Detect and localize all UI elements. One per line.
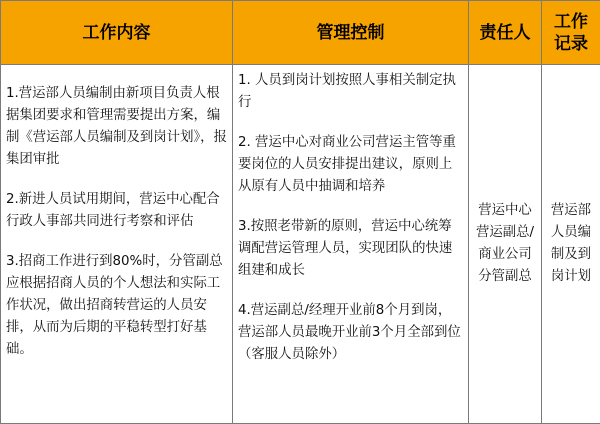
content-item-1: 1.营运部人员编制由新项目负责人根据集团要求和管理需要提出方案，编制《营运部人员编制及到岗计划》，报集团审批 — [6, 86, 227, 167]
management-control-cell — [233, 65, 469, 424]
work-record-cell — [542, 65, 600, 424]
body-row — [1, 65, 600, 424]
work-content-cell — [1, 65, 233, 424]
header-row — [1, 1, 600, 65]
content-item-3: 3.招商工作进行到80%时，分管副总应根据招商人员的个人想法和实际工作状况，做出招商转营运的人员安排，从而为后期的平稳转型打好基础。 — [6, 254, 223, 357]
control-item-4: 4.营运副总/经理开业前8个月到岗，营运部人员最晚开业前3个月全部到位（客服人员除外） — [238, 303, 461, 362]
header-responsible-person: 责任人 — [469, 1, 542, 65]
control-item-2: 2. 营运中心对商业公司营运主管等重要岗位的人员安排提出建议，原则上从原有人员中抽调和培养 — [238, 135, 456, 194]
control-item-3: 3.按照老带新的原则，营运中心统筹调配营运管理人员，实现团队的快速组建和成长 — [238, 219, 453, 278]
header-work-content: 工作内容 — [1, 1, 233, 65]
control-item-1: 1. 人员到岗计划按照人事相关制定执行 — [238, 73, 456, 110]
header-management-control: 管理控制 — [233, 1, 469, 65]
work-record-text: 营运部人员编制及到岗计划 — [550, 203, 592, 284]
responsible-person-cell — [469, 65, 542, 424]
responsible-person-text: 营运中心营运副总/商业公司分管副总 — [475, 203, 535, 284]
content-item-2: 2.新进人员试用期间，营运中心配合行政人事部共同进行考察和评估 — [6, 192, 220, 229]
header-work-record-text: 工作记录 — [554, 11, 588, 54]
header-work-record — [542, 1, 600, 65]
